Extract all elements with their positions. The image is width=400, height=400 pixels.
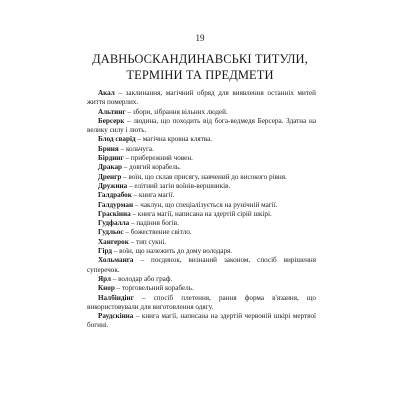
glossary-definition: – книга магії. [131, 191, 175, 200]
chapter-title-line: ТЕРМІНИ ТА ПРЕДМЕТИ [126, 68, 274, 82]
glossary-entry [87, 312, 316, 331]
glossary-definition: – воїн, що належить до дому володаря. [112, 247, 233, 256]
glossary-term: Гудльос [98, 228, 124, 237]
glossary-entry [87, 108, 316, 117]
glossary-definition: – володар або граф. [110, 274, 173, 283]
glossary-entry [87, 219, 316, 228]
glossary-term: Бірдинг [98, 154, 124, 163]
glossary-definition: – божественне світло. [123, 228, 192, 237]
glossary-entry [87, 173, 316, 182]
glossary-entry [87, 163, 316, 172]
glossary-definition: – збори, зібрання вільних людей. [125, 107, 228, 116]
glossary-list [87, 89, 316, 331]
chapter-title [0, 51, 400, 83]
glossary-entry [87, 191, 316, 200]
glossary-entry [87, 247, 316, 256]
glossary-definition: – кольчуга. [118, 144, 154, 153]
chapter-title-line: ДАВНЬОСКАНДИНАВСЬКІ ТИТУЛИ, [92, 52, 308, 66]
glossary-term: Дренгр [98, 172, 122, 181]
glossary-term: Гірд [98, 247, 113, 256]
glossary-term: Налбіндінг [98, 293, 134, 302]
glossary-term: Акал [98, 89, 115, 97]
glossary-entry [87, 182, 316, 191]
glossary-term: Хольманга [98, 256, 134, 265]
glossary-entry [87, 238, 316, 247]
glossary-definition: – елітний загін воїнів-вершників. [127, 181, 231, 190]
glossary-entry [87, 294, 316, 313]
glossary-entry [87, 284, 316, 293]
glossary-definition: – падіння богів. [129, 219, 179, 228]
glossary-entry [87, 135, 316, 144]
glossary-definition: – воїн, що склав присягу, навчений до високого рівня. [121, 172, 287, 181]
glossary-entry [87, 145, 316, 154]
glossary-definition: – заклинання, магічний обряд для виявлення останніх митей життя померлих. [87, 89, 316, 107]
glossary-definition: – тип сукні. [128, 237, 167, 246]
glossary-term: Раудскінна [98, 312, 134, 321]
glossary-term: Гудфалла [98, 219, 130, 228]
page-number: 19 [195, 33, 205, 43]
glossary-term: Альтинг [98, 107, 126, 116]
glossary-term: Дружина [98, 181, 128, 190]
glossary-definition: – торговельний корабель. [114, 284, 194, 293]
glossary-definition: – довгий корабель. [122, 163, 181, 172]
glossary-entry [87, 228, 316, 237]
glossary-entry [87, 256, 316, 275]
glossary-term: Галдрабок [98, 191, 132, 200]
glossary-definition: – чаклун, що спеціалізується на рунічній магії. [133, 200, 278, 209]
glossary-definition: – спосіб плетення, рання форма в'язання, що використовували для виготовлення одягу. [87, 293, 316, 311]
glossary-definition: – людина, що походить від бога-ведмедя Берсера. Здатна на велику силу і лють. [87, 116, 316, 135]
glossary-definition: – поєдинок, визнаний законом, спосіб вирішення суперечок. [87, 256, 316, 274]
glossary-term: Бриня [98, 144, 119, 153]
glossary-entry [87, 201, 316, 210]
glossary-term: Блод сварід [98, 135, 136, 144]
glossary-term: Кнор [98, 284, 115, 293]
glossary-term: Берсерк [98, 116, 125, 125]
glossary-term: Хангерок [98, 237, 129, 246]
glossary-term: Дракар [98, 163, 123, 172]
glossary-entry [87, 89, 316, 108]
glossary-entry [87, 275, 316, 284]
glossary-definition: – магічна кровна клятва. [135, 135, 213, 144]
glossary-term: Галдурман [98, 200, 134, 209]
glossary-term: Ярл [98, 274, 111, 283]
glossary-entry [87, 117, 316, 136]
glossary-term: Граскінна [98, 209, 131, 218]
glossary-entry [87, 210, 316, 219]
glossary-definition: – прибережний човен. [123, 154, 193, 163]
glossary-definition: – книга магії, написана на здертій сірій шкірі. [130, 209, 272, 218]
glossary-entry [87, 154, 316, 163]
glossary-definition: – книга магії, написана на здертій червоній шкірі мертвої богині. [87, 312, 316, 330]
